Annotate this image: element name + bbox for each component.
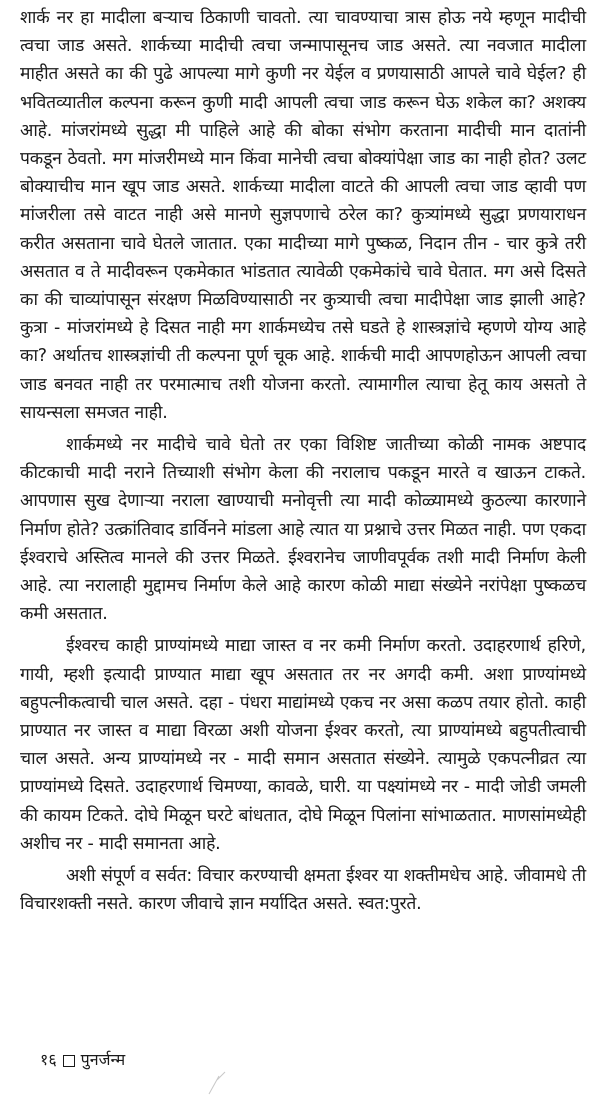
pencil-mark-icon [205,1068,235,1098]
paragraph-4: अशी संपूर्ण व सर्वत: विचार करण्याची क्षमता ईश्वर या शक्तीमधेच आहे. जीवामधे ती विचारशक्ती नसते. कारण जीवाचे ज्ञान मर्यादित असते. स्वत:पुरते. [20,866,586,915]
page-footer [40,1048,125,1070]
body-text [20,4,586,919]
book-title: पुनर्जन्म [80,1050,126,1069]
paragraph-2: शार्कमध्ये नर मादीचे चावे घेतो तर एका विशिष्ट जातीच्या कोळी नामक अष्टपाद कीटकाची मादी नराने तिच्याशी संभोग केला की नरालाच पकडून मारते व खाऊन टाकते. आपणास सुख देणाऱ्या नराला खाण्याची मनोवृत्ती त्या मादी कोळ्यामध्ये कुठल्या कारणाने निर्माण होते? उत्क्रांतिवाद डार्विनने मांडला आहे त्यात या प्रश्नाचे उत्तर मिळत नाही. पण एकदा ईश्वराचे अस्तित्व मानले की उत्तर मिळते. ईश्वरानेच जाणीवपूर्वक तशी मादी निर्माण केली आहे. त्या नरालाही मुद्दामच निर्माण केले आहे कारण कोळी माद्या संख्येने नरांपेक्षा पुष्कळच कमी असतात. [20,435,586,625]
page-number: १६ [40,1050,57,1069]
separator-box-icon [63,1055,75,1067]
paragraph-3: ईश्वरच काही प्राण्यांमध्ये माद्या जास्त व नर कमी निर्माण करतो. उदाहरणार्थ हरिणे, गायी, म्हशी इत्यादी प्राण्यात माद्या खूप असतात तर नर अगदी कमी. अशा प्राण्यांमध्ये बहुपत्नीकत्वाची चाल असते. दहा - पंधरा माद्यांमध्ये एकच नर असा कळप तयार होतो. काही प्राण्यात नर जास्त व माद्या विरळा अशी योजना ईश्वर करतो, त्या प्राण्यांमध्ये बहुपतीत्वाची चाल असते. अन्य प्राण्यांमध्ये नर - मादी समान असतात संख्येने. त्यामुळे एकपत्नीव्रत त्या प्राण्यांमध्ये दिसते. उदाहरणार्थ चिमण्या, कावळे, घारी. या पक्ष्यांमध्ये नर - मादी जोडी जमली की कायम टिकते. दोघे मिळून घरटे बांधतात, दोघे मिळून पिलांना सांभाळतात. माणसांमध्येही अशीच नर - मादी समानता आहे. [20,636,586,854]
paragraph-1: शार्क नर हा मादीला बऱ्याच ठिकाणी चावतो. त्या चावण्याचा त्रास होऊ नये म्हणून मादीची त्वचा जाड असते. शार्कच्या मादीची त्वचा जन्मापासूनच जाड असते. त्या नवजात मादीला माहीत असते का की पुढे आपल्या मागे कुणी नर येईल व प्रणयासाठी आपले चावे घेईल? ही भवितव्यातील कल्पना करून कुणी मादी आपली त्वचा जाड करून घेऊ शकेल का? अशक्य आहे. मांजरांमध्ये सुद्धा मी पाहिले आहे की बोका संभोग करताना मादीची मान दातांनी पकडून ठेवतो. मग मांजरीमध्ये मान किंवा मानेची त्वचा बोक्यांपेक्षा जाड का नाही होत? उलट बोक्याचीच मान खूप जाड असते. शार्कच्या मादीला वाटते की आपली त्वचा जाड व्हावी पण मांजरीला तसे वाटत नाही असे मानणे सुज्ञपणाचे ठरेल का? कुत्र्यांमध्ये सुद्धा प्रणयाराधन करीत असताना चावे घेतले जातात. एका मादीच्या मागे पुष्कळ, निदान तीन - चार कुत्रे तरी असतात व ते मादीवरून एकमेकात भांडतात त्यावेळी एकमेकांचे चावे घेतात. मग असे दिसते का की चाव्यांपासून संरक्षण मिळविण्यासाठी नर कुत्र्याची त्वचा मादीपेक्षा जाड झाली आहे? कुत्रा - मांजरांमध्ये हे दिसत नाही मग शार्कमध्येच तसे घडते हे शास्त्रज्ञांचे म्हणणे योग्य आहे का? अर्थातच शास्त्रज्ञांची ती कल्पना पूर्ण चूक आहे. शार्कची मादी आपणहोऊन आपली त्वचा जाड बनवत नाही तर परमात्माच तशी योजना करतो. त्यामागील त्याचा हेतू काय असतो ते सायन्सला समजत नाही. [20,8,586,423]
